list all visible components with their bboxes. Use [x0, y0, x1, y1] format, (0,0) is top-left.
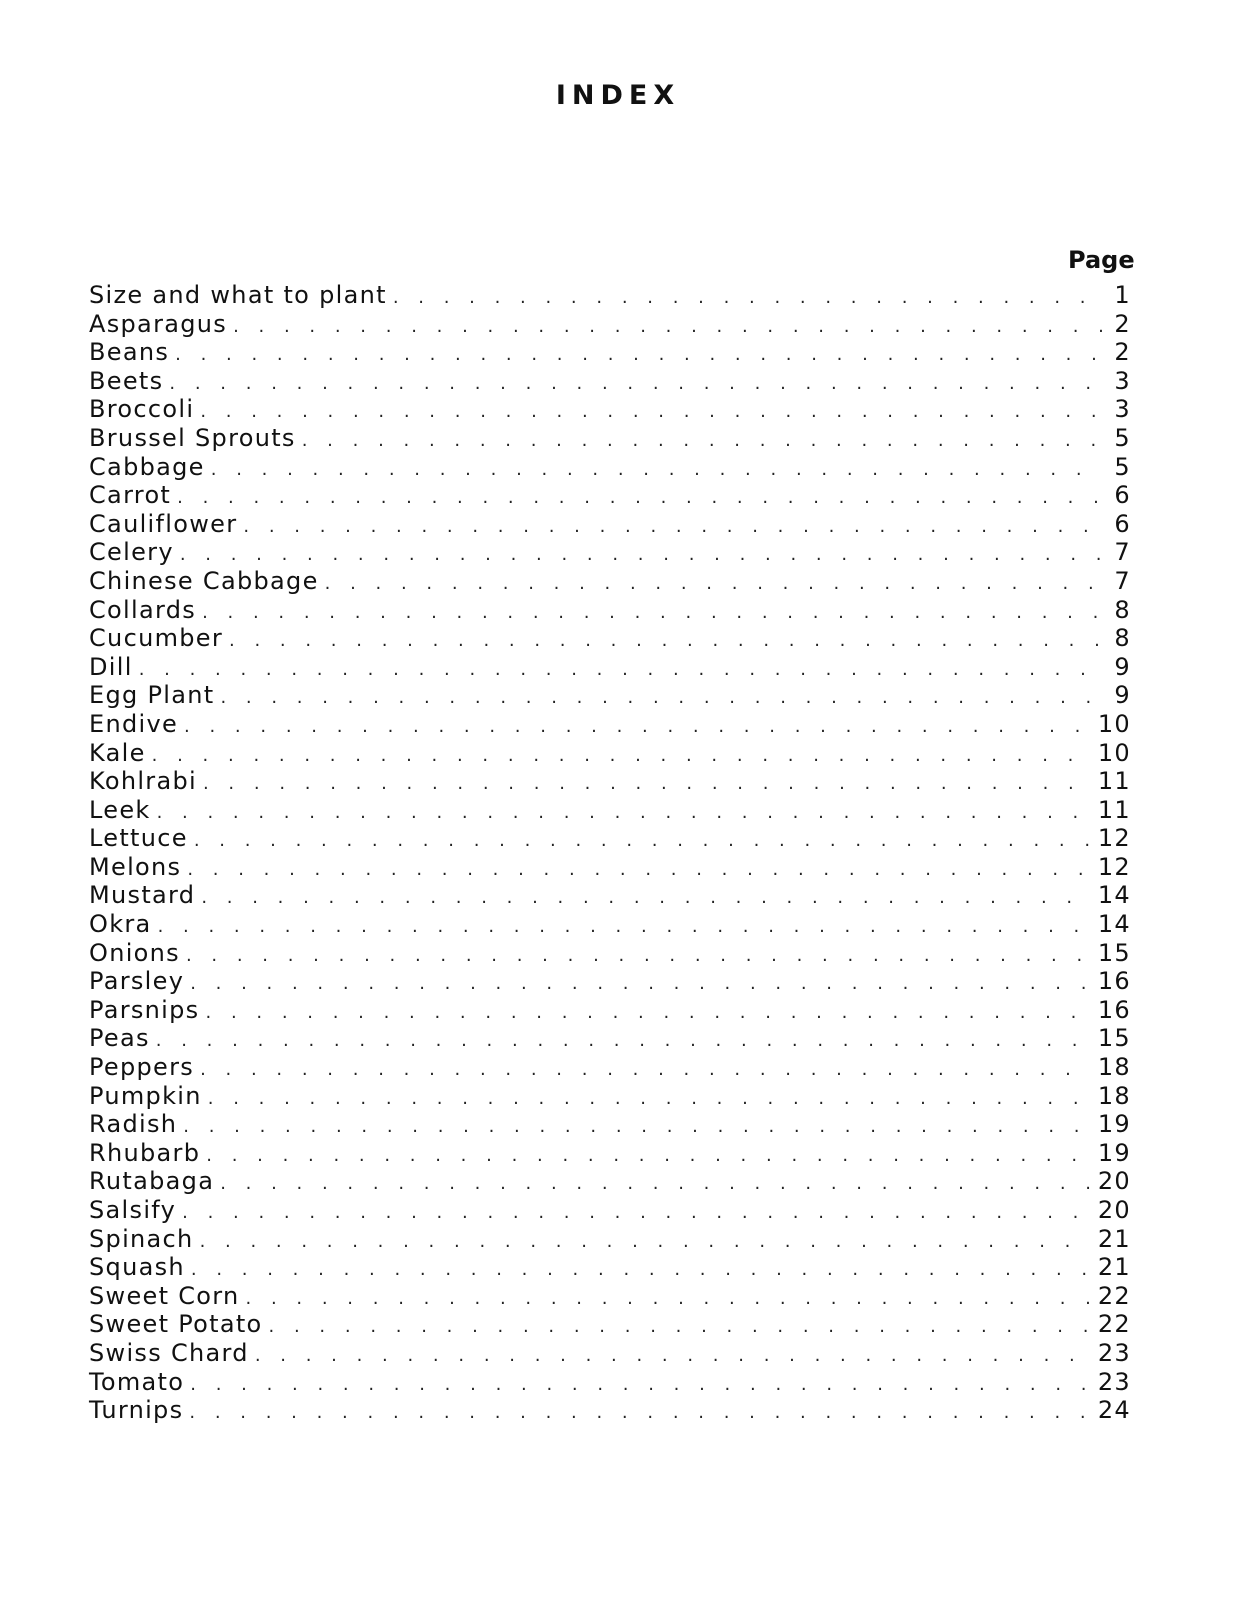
entry-label: Size and what to plant [89, 281, 387, 309]
dot-leader [157, 799, 1092, 828]
index-entry [89, 1282, 1131, 1311]
index-entry [89, 1024, 1131, 1053]
entry-label: Tomato [89, 1367, 185, 1396]
index-entry [89, 338, 1131, 367]
dot-leader [169, 370, 1103, 399]
entry-page-number: 5 [1114, 423, 1131, 452]
entry-page-number: 23 [1097, 1338, 1131, 1367]
dot-leader [203, 770, 1092, 799]
dot-leader [182, 1199, 1092, 1228]
index-entry [89, 1310, 1131, 1339]
dot-leader [220, 684, 1103, 713]
index-entry [89, 1339, 1131, 1368]
dot-leader [186, 942, 1092, 971]
entry-label: Broccoli [89, 395, 195, 424]
dot-leader [200, 1056, 1092, 1085]
index-entry [89, 996, 1131, 1025]
entry-page-number: 10 [1097, 738, 1131, 767]
dot-leader [191, 1256, 1092, 1285]
index-entry [89, 710, 1131, 739]
entry-label: Parsley [89, 967, 185, 996]
entry-page-number: 9 [1114, 652, 1131, 681]
entry-page-number: 6 [1114, 481, 1131, 510]
entry-label: Squash [89, 1253, 185, 1282]
index-entry [89, 881, 1131, 910]
dot-leader [206, 999, 1092, 1028]
entry-page-number: 11 [1097, 767, 1131, 796]
entry-page-number: 12 [1097, 824, 1131, 853]
dot-leader [302, 427, 1103, 456]
entry-page-number: 15 [1097, 1024, 1131, 1053]
entry-label: Kale [89, 738, 146, 767]
entry-page-number: 14 [1097, 881, 1131, 910]
dot-leader [201, 884, 1092, 913]
entry-page-number: 20 [1097, 1196, 1131, 1224]
index-entry [89, 824, 1131, 853]
dot-leader [187, 856, 1092, 885]
index-entry [89, 624, 1131, 653]
entry-label: Endive [89, 709, 179, 738]
index-entry [89, 567, 1131, 596]
page-column-header: Page [1068, 246, 1135, 274]
entry-page-number: 14 [1097, 910, 1131, 939]
entry-page-number: 5 [1114, 452, 1131, 481]
dot-leader [183, 1113, 1092, 1142]
index-entry [89, 939, 1131, 968]
dot-leader [190, 1371, 1092, 1400]
index-entry [89, 510, 1131, 539]
entry-label: Beans [89, 338, 170, 367]
index-entry [89, 1053, 1131, 1082]
entry-label: Cauliflower [89, 509, 238, 538]
entry-page-number: 15 [1097, 938, 1131, 967]
entry-page-number: 16 [1097, 995, 1131, 1024]
entry-page-number: 19 [1097, 1138, 1131, 1167]
entry-label: Onions [89, 938, 180, 967]
entry-page-number: 23 [1097, 1367, 1131, 1396]
index-entry [89, 1139, 1131, 1168]
index-entry [89, 967, 1131, 996]
entry-page-number: 18 [1097, 1081, 1131, 1110]
dot-leader [194, 827, 1092, 856]
entry-label: Egg Plant [89, 681, 215, 710]
index-entry [89, 853, 1131, 882]
dot-leader [184, 713, 1092, 742]
dot-leader [175, 341, 1103, 370]
dot-leader [139, 656, 1103, 685]
entry-page-number: 20 [1097, 1167, 1131, 1196]
dot-leader [177, 484, 1103, 513]
entry-page-number: 10 [1097, 709, 1131, 738]
entry-label: Parsnips [89, 995, 200, 1024]
entry-label: Peppers [89, 1053, 195, 1082]
entry-page-number: 22 [1097, 1281, 1131, 1310]
dot-leader [152, 742, 1092, 771]
entry-label: Celery [89, 538, 174, 567]
entry-label: Collards [89, 595, 197, 624]
index-entry [89, 310, 1131, 339]
entry-page-number: 24 [1097, 1396, 1131, 1425]
entry-label: Salsify [89, 1196, 177, 1224]
entry-page-number: 3 [1114, 366, 1131, 395]
dot-leader [180, 541, 1103, 570]
entry-label: Radish [89, 1110, 178, 1139]
dot-leader [325, 570, 1103, 599]
entry-page-number: 3 [1114, 395, 1131, 424]
index-entry [89, 1082, 1131, 1111]
entry-label: Sweet Potato [89, 1310, 263, 1339]
index-entry [89, 1368, 1131, 1397]
entry-page-number: 12 [1097, 852, 1131, 881]
dot-leader [233, 313, 1103, 342]
entry-label: Kohlrabi [89, 767, 197, 796]
entry-label: Chinese Cabbage [89, 566, 319, 595]
index-entry [89, 681, 1131, 710]
entry-label: Rutabaga [89, 1167, 215, 1196]
entry-page-number: 11 [1097, 795, 1131, 824]
entry-page-number: 7 [1114, 538, 1131, 567]
index-entry [89, 395, 1131, 424]
dot-leader [189, 1399, 1091, 1428]
dot-leader [255, 1342, 1092, 1371]
entry-label: Asparagus [89, 309, 228, 338]
entry-label: Leek [89, 795, 151, 824]
index-entry [89, 796, 1131, 825]
entry-label: Rhubarb [89, 1138, 201, 1167]
entry-page-number: 1 [1114, 281, 1131, 309]
index-entry [89, 481, 1131, 510]
entry-label: Peas [89, 1024, 150, 1053]
entry-page-number: 7 [1114, 566, 1131, 595]
dot-leader [208, 1085, 1092, 1114]
entry-page-number: 6 [1114, 509, 1131, 538]
entry-label: Cucumber [89, 624, 224, 653]
entry-label: Spinach [89, 1224, 194, 1253]
entry-label: Melons [89, 852, 182, 881]
dot-leader [246, 1285, 1092, 1314]
entry-label: Okra [89, 910, 152, 939]
entry-label: Cabbage [89, 452, 205, 481]
entry-label: Pumpkin [89, 1081, 202, 1110]
entry-page-number: 9 [1114, 681, 1131, 710]
dot-leader [190, 970, 1092, 999]
entry-label: Sweet Corn [89, 1281, 240, 1310]
index-entry [89, 1225, 1131, 1254]
index-entry [89, 653, 1131, 682]
entry-label: Beets [89, 366, 164, 395]
entry-page-number: 2 [1114, 309, 1131, 338]
index-entry [89, 1396, 1131, 1425]
index-entry [89, 424, 1131, 453]
index-entry [89, 1110, 1131, 1139]
entry-label: Swiss Chard [89, 1338, 249, 1367]
dot-leader [243, 513, 1103, 542]
index-entry [89, 1196, 1131, 1225]
dot-leader [211, 456, 1103, 485]
entry-label: Carrot [89, 481, 172, 510]
entry-page-number: 18 [1097, 1053, 1131, 1082]
entry-page-number: 21 [1097, 1224, 1131, 1253]
index-entry [89, 910, 1131, 939]
entry-page-number: 21 [1097, 1253, 1131, 1282]
entry-page-number: 8 [1114, 595, 1131, 624]
index-entry [89, 1167, 1131, 1196]
entry-page-number: 2 [1114, 338, 1131, 367]
index-entry [89, 739, 1131, 768]
index-entry [89, 767, 1131, 796]
index-list [89, 281, 1131, 1425]
dot-leader [269, 1313, 1092, 1342]
dot-leader [229, 627, 1103, 656]
dot-leader [200, 398, 1103, 427]
entry-label: Mustard [89, 881, 196, 910]
entry-page-number: 16 [1097, 967, 1131, 996]
index-entry [89, 367, 1131, 396]
dot-leader [158, 913, 1092, 942]
dot-leader [156, 1027, 1092, 1056]
entry-label: Lettuce [89, 824, 188, 853]
index-entry [89, 453, 1131, 482]
index-entry [89, 281, 1131, 310]
entry-page-number: 8 [1114, 624, 1131, 653]
dot-leader [393, 284, 1103, 313]
index-entry [89, 1253, 1131, 1282]
entry-label: Turnips [89, 1396, 184, 1425]
entry-page-number: 19 [1097, 1110, 1131, 1139]
index-entry [89, 538, 1131, 567]
page-title: INDEX [555, 80, 681, 111]
index-entry [89, 596, 1131, 625]
entry-label: Brussel Sprouts [89, 423, 296, 452]
dot-leader [202, 599, 1103, 628]
entry-label: Dill [89, 652, 133, 681]
dot-leader [206, 1142, 1092, 1171]
entry-page-number: 22 [1097, 1310, 1131, 1339]
dot-leader [220, 1170, 1092, 1199]
dot-leader [200, 1228, 1092, 1257]
